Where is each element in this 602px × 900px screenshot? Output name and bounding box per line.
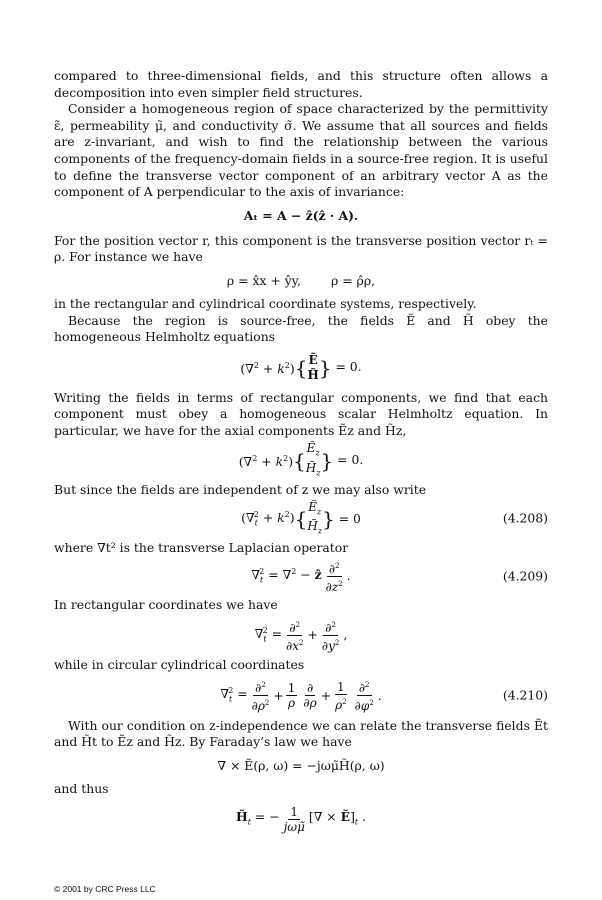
equation-number: (4.208) [502, 510, 548, 526]
equation-cyl: ρ = ρ̂ρ, [331, 272, 376, 288]
page-body [54, 68, 548, 842]
paragraph-2: Consider a homogeneous region of space characterized by the permittivity ε̃, permeability μ̃, and conductivity σ̃. We assume that all sources and fields are z-invariant, and wish to find the relationship between the various components of the frequency-domain fields in a source-free region. It is useful to define the transverse vector component of an arbitrary vector A as the component of A perpendicular to the axis of invariance: [54, 101, 548, 200]
equation-rect-laplacian: $\nabla_t^2$ = $\frac{\partial^2}{\partial x^2}$ + $\frac{\partial^2}{\partial y^2}$ , [54, 613, 548, 657]
equation-transverse-component: Aₜ = A − ẑ(ẑ · A). [243, 208, 359, 224]
paragraph-9: In rectangular coordinates we have [54, 596, 278, 612]
equation-faraday: ∇ × Ẽ(ρ, ω) = −jωμ̃H̃(ρ, ω) [217, 757, 385, 773]
paragraph-7: But since the fields are independent of z we may also write [54, 481, 427, 497]
equation-4-208: $(\nabla_t^2 + k^2)$ { Ẽ$_z$ $H̃_z$ } = 0 (4.208) [241, 499, 548, 536]
paragraph-5: Because the region is source-free, the fields Ẽ and H̃ obey the homogeneous Helmholtz equations [54, 312, 548, 345]
equation-number: (4.209) [502, 568, 548, 584]
paragraph-6: Writing the fields in terms of rectangular components, we find that each component must obey a homogeneous scalar Helmholtz equation. In particular, we have for the axial components Ẽz and H̃z, [54, 389, 548, 438]
equation-transverse-h: $H̃_t$ = − $\frac{1}{\text{jωμ̃}}$ [∇ × $Ẽ]_t$ . [235, 805, 367, 835]
paragraph-12: and thus [54, 781, 109, 797]
equation-position-vector [54, 266, 548, 296]
paragraph-4: in the rectangular and cylindrical coordinate systems, respectively. [54, 295, 477, 311]
equation-helmholtz-vector: $(\nabla^2 + k^2)$ { Ẽ H̃ } = 0. [240, 352, 362, 382]
copyright-footer: © 2001 by CRC Press LLC [54, 884, 156, 894]
equation-4-210: $\nabla_t^2$ = $\frac{\partial^2}{\partial\rho^2}$ + $\frac{1}{\rho}$ $\frac{\partial}{\partial\rho}$ + $\frac{1}{\rho^2}$ $\frac{\partial^2}{\partial\varphi^2}$ . (4.210) [220, 679, 548, 714]
paragraph-11: With our condition on z-independence we can relate the transverse fields Ẽt and H̃t to Ẽz and H̃z. By Faraday’s law we have [54, 717, 548, 750]
equation-number: (4.210) [502, 687, 548, 703]
paragraph-1: compared to three-dimensional fields, and this structure often allows a decomposition into even simpler field structures. [54, 68, 548, 100]
paragraph-10: while in circular cylindrical coordinates [54, 657, 305, 673]
equation-helmholtz-axial: $(\nabla^2 + k^2)$ { Ẽ$_z$ $H̃_z$ } = 0. [238, 441, 364, 477]
equation-rect: ρ = x̂x + ŷy, [226, 272, 301, 288]
paragraph-8: where ∇t² is the transverse Laplacian operator [54, 540, 349, 556]
paragraph-3: For the position vector r, this component is the transverse position vector rₜ = ρ. For instance we have [54, 232, 548, 265]
equation-4-209: $\nabla_t^2 = \nabla^2$ − ẑ $\frac{\partial^2}{\partial z^2}$ . (4.209) [54, 557, 548, 597]
